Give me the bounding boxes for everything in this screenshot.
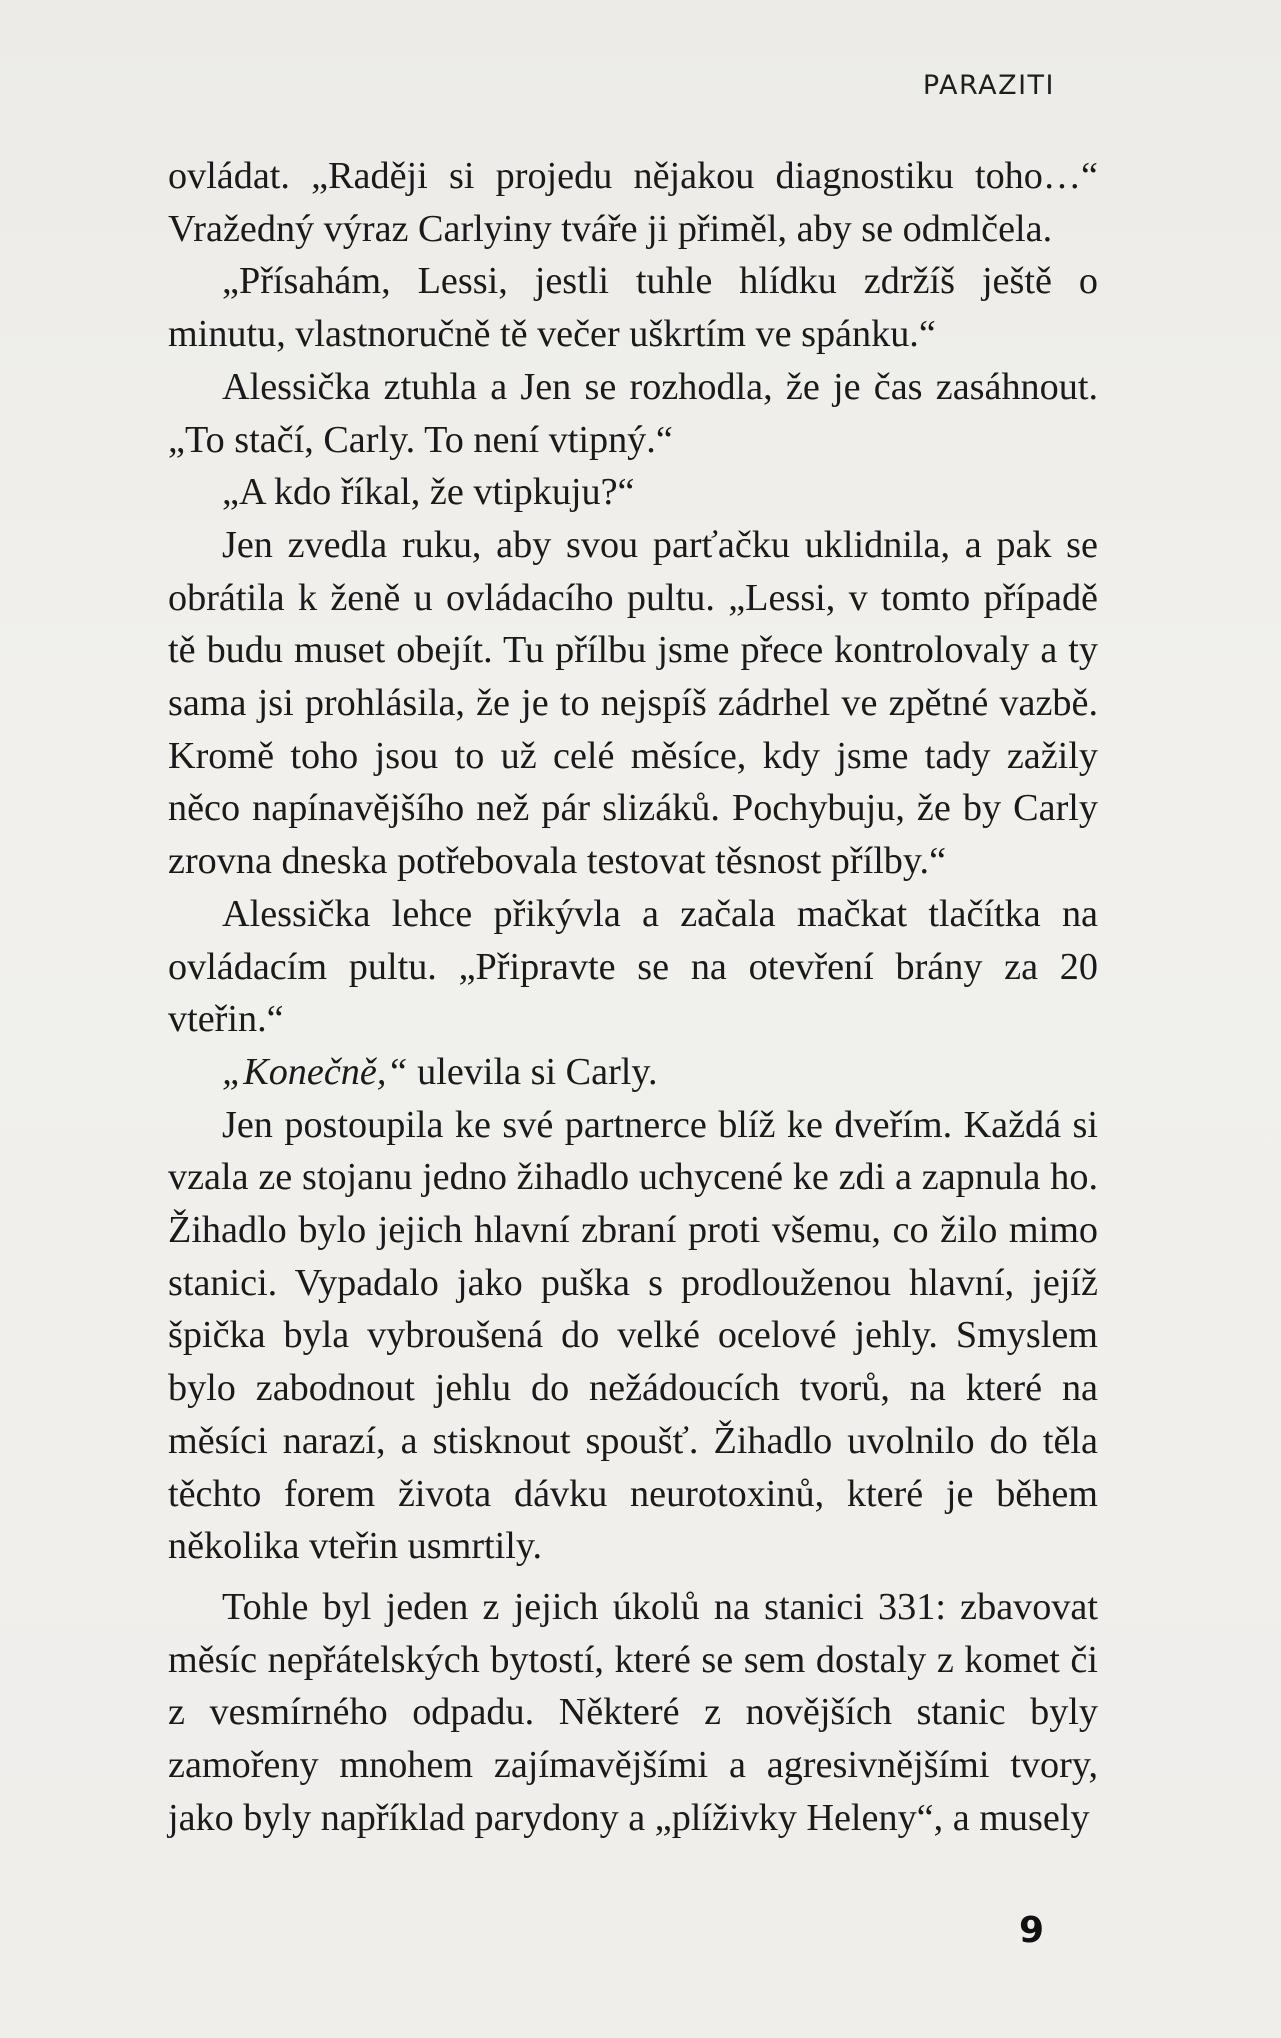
paragraph: „Přísahám, Lessi, jestli tuhle hlídku zdržíš ještě o minutu, vlastnoručně tě večer uškrtím ve spánku.“ — [168, 260, 1098, 356]
paragraph: ovládat. „Raději si projedu nějakou diagnostiku toho…“ Vražedný výraz Carlyiny tváře ji přiměl, aby se odmlčela. — [168, 155, 1098, 250]
running-head: PARAZITI — [922, 70, 1055, 101]
paragraph: Tohle byl jeden z jejich úkolů na stanici 331: zbavovat měsíc nepřátelských bytostí, které se sem dostaly z komet či z vesmírného odpadu. Některé z novějších stanic byly zamořeny mnohem zajímavějšími a agresivnějšími tvory, jako byly například parydony a „plíživky Heleny“, a musely — [168, 1585, 1098, 1839]
paragraph: „A kdo říkal, že vtipkuju?“ — [222, 471, 635, 514]
page-number: 9 — [1018, 1910, 1044, 1951]
paragraph-italic-lead — [168, 1046, 1098, 1099]
paragraph: Alessička ztuhla a Jen se rozhodla, že je čas zasáhnout. „To stačí, Carly. To není vtipný.“ — [168, 365, 1098, 461]
speech-tag: ulevila si Carly. — [407, 1050, 658, 1093]
italic-speech: „Konečně,“ — [222, 1050, 408, 1093]
paragraph: Jen zvedla ruku, aby svou parťačku uklidnila, a pak se obrátila k ženě u ovládacího pultu. „Lessi, v tomto případě tě budu muset obejít. Tu přílbu jsme přece kontrolovaly a ty sama jsi prohlásila, že je to nejspíš zádrhel ve zpětné vazbě. Kromě toho jsou to už celé měsíce, kdy jsme tady zažily něco napínavějšího než pár slizáků. Pochybuju, že by Carly zrovna dneska potřebovala testovat těsnost přílby.“ — [168, 523, 1098, 883]
paragraph: Jen postoupila ke své partnerce blíž ke dveřím. Každá si vzala ze stojanu jedno žihadlo uchycené ke zdi a zapnula ho. Žihadlo bylo jejich hlavní zbraní proti všemu, co žilo mimo stanici. Vypadalo jako puška s prodlouženou hlavní, jejíž špička byla vybroušená do velké ocelové jehly. Smyslem bylo zabodnout jehlu do nežádoucích tvorů, na které na měsíci narazí, a stisknout spoušť. Žihadlo uvolnilo do těla těchto forem života dávku neurotoxinů, které je během několika vteřin usmrtily. — [168, 1103, 1098, 1568]
body-text — [168, 150, 1098, 1845]
paragraph: Alessička lehce přikývla a začala mačkat tlačítka na ovládacím pultu. „Připravte se na otevření brány za 20 vteřin.“ — [168, 892, 1098, 1041]
